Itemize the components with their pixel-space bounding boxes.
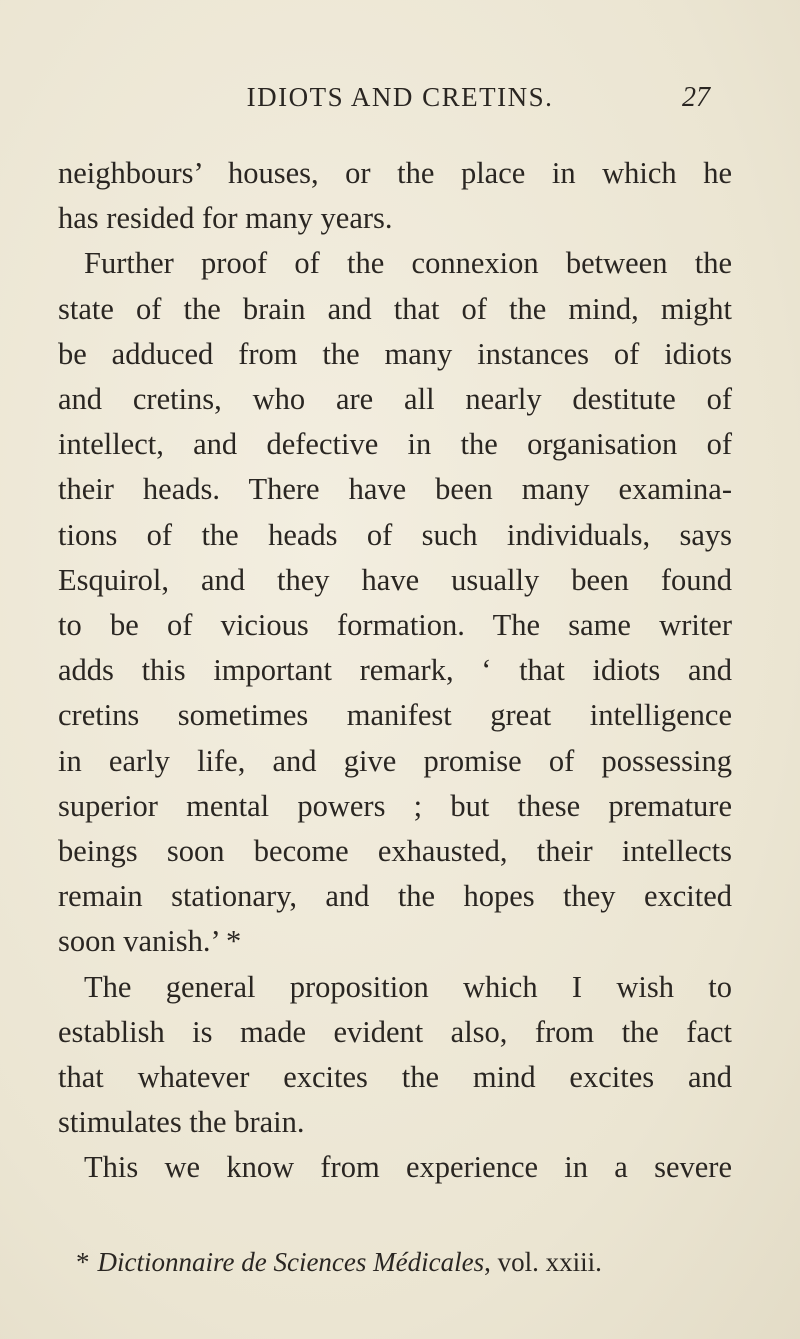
text-line: in early life, and give promise of possessing [58,743,732,778]
text-line: cretins sometimes manifest great intelligence [58,698,732,733]
text-line: beings soon become exhausted, their intellects [58,834,732,869]
footnote [76,1247,736,1278]
text-line: to be of vicious formation. The same writer [58,608,732,643]
footnote-title: Dictionnaire de Sciences Médicales [97,1247,485,1277]
text-line: Esquirol, and they have usually been found [58,562,732,597]
running-title: IDIOTS AND CRETINS. [246,82,554,112]
text-line: soon vanish.’ * [58,924,242,959]
page-header [0,78,800,118]
text-line: state of the brain and that of the mind, might [58,291,732,326]
text-line: be adduced from the many instances of idiots [58,336,732,371]
text-line: adds this important remark, ‘ that idiots and [58,653,732,688]
text-line: superior mental powers ; but these premature [58,788,732,823]
footnote-rest: , vol. xxiii. [484,1247,602,1277]
text-line: that whatever excites the mind excites and [58,1060,732,1095]
text-line: tions of the heads of such individuals, says [58,517,732,552]
text-line: and cretins, who are all nearly destitute of [58,382,732,417]
text-line: This we know from experience in a severe [84,1150,732,1185]
text-line: remain stationary, and the hopes they excited [58,879,732,914]
text-line: has resided for many years. [58,201,393,236]
footnote-mark: * [76,1247,90,1277]
text-line: stimulates the brain. [58,1105,305,1140]
page-number: 27 [682,82,710,113]
text-line: The general proposition which I wish to [84,969,732,1004]
text-line: their heads. There have been many examina- [58,472,732,507]
text-line: neighbours’ houses, or the place in which he [58,156,732,190]
body-text [58,151,732,1191]
text-line: Further proof of the connexion between the [84,246,732,281]
text-line: establish is made evident also, from the fact [58,1014,732,1049]
text-line: intellect, and defective in the organisation of [58,427,732,462]
